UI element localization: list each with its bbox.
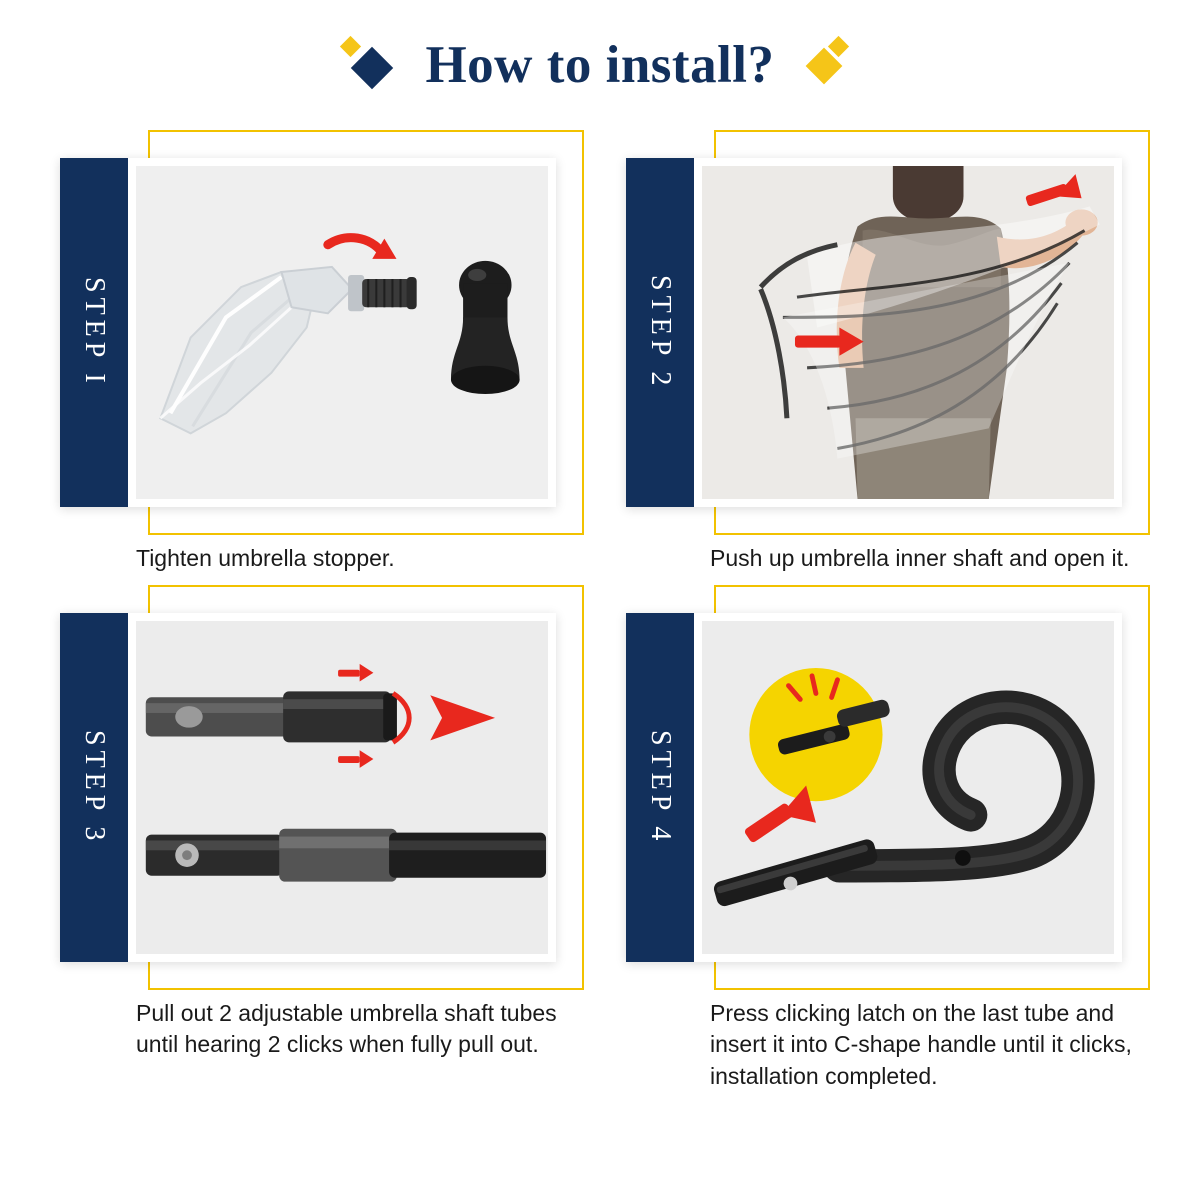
- step-caption-3: Pull out 2 adjustable umbrella shaft tubes until hearing 2 clicks when fully pull out.: [136, 999, 557, 1058]
- step-frame-3: [40, 585, 594, 1000]
- step-card-body-3: [60, 613, 556, 962]
- header-decor-left: [343, 37, 399, 93]
- step-card-body-1: [60, 158, 556, 507]
- step-image-4: [702, 621, 1114, 954]
- step-caption-1: Tighten umbrella stopper.: [136, 545, 395, 571]
- step-tab-2: [626, 158, 694, 507]
- step-image-2: [702, 166, 1114, 499]
- step-card-3: [40, 585, 594, 1093]
- step-frame-1: [40, 130, 594, 545]
- shaft-tubes-illustration: [136, 621, 548, 954]
- step-card-body-2: [626, 158, 1122, 507]
- step-tab-label: STEP 2: [645, 274, 676, 391]
- header-decor-right: [801, 37, 857, 93]
- step-card-body-4: [626, 613, 1122, 962]
- page-title: How to install?: [425, 36, 775, 94]
- step-card-2: [606, 130, 1160, 575]
- step-caption-2: Push up umbrella inner shaft and open it.: [710, 545, 1130, 571]
- step-tab-label: STEP 4: [645, 729, 676, 845]
- diamond-icon: [340, 36, 361, 57]
- header-inner: [343, 35, 856, 95]
- step-frame-4: [606, 585, 1160, 1000]
- steps-grid: [0, 130, 1200, 1093]
- step-tab-4: [626, 613, 694, 962]
- umbrella-stopper-illustration: [136, 166, 548, 499]
- step-tab-1: [60, 158, 128, 507]
- person-opening-umbrella-illustration: [702, 166, 1114, 499]
- step-tab-3: [60, 613, 128, 962]
- step-card-1: [40, 130, 594, 575]
- step-caption-4: Press clicking latch on the last tube and insert it into C-shape handle until it clicks, installation completed.: [710, 999, 1132, 1090]
- step-tab-label: STEP I: [79, 277, 110, 388]
- step-card-4: [606, 585, 1160, 1093]
- diamond-icon: [351, 47, 393, 89]
- step-image-1: [136, 166, 548, 499]
- step-image-3: [136, 621, 548, 954]
- step-frame-2: [606, 130, 1160, 545]
- step-tab-label: STEP 3: [79, 729, 110, 845]
- page-header: [0, 0, 1200, 130]
- c-handle-latch-illustration: [702, 621, 1114, 954]
